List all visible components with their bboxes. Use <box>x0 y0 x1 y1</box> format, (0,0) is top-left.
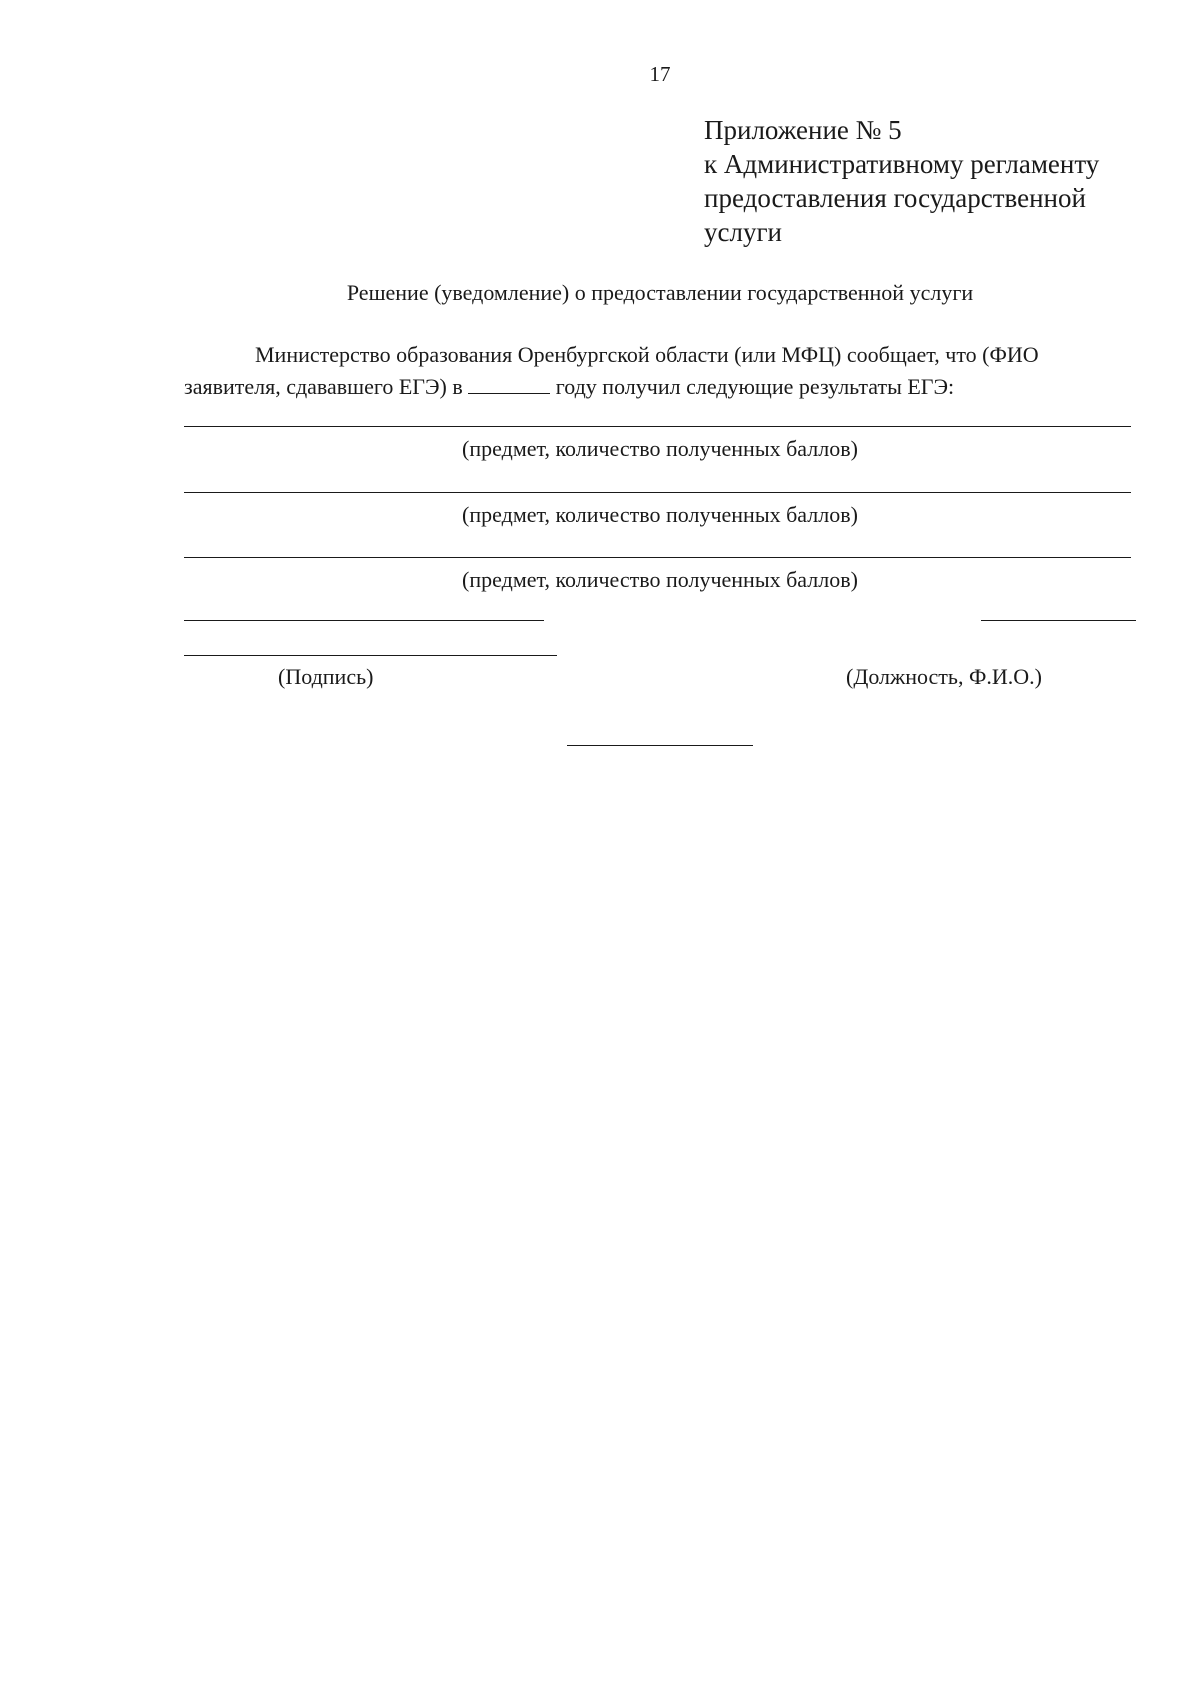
appendix-header <box>704 113 1099 249</box>
appendix-line-3: предоставления государственной <box>704 183 1086 213</box>
year-blank-field[interactable] <box>468 375 550 394</box>
result-line-1[interactable] <box>184 426 1131 427</box>
body-line-2-start: заявителя, сдававшего ЕГЭ) в <box>184 374 469 399</box>
signature-line-lower[interactable] <box>184 655 557 656</box>
appendix-line-2: к Административному регламенту <box>704 149 1100 179</box>
result-caption-3: (предмет, количество полученных баллов) <box>462 567 858 592</box>
result-caption-1: (предмет, количество полученных баллов) <box>462 436 858 461</box>
body-line-1: Министерство образования Оренбургской области (или МФЦ) сообщает, что (ФИО <box>255 342 1039 367</box>
result-line-3[interactable] <box>184 557 1131 558</box>
appendix-line-4: услуги <box>704 217 782 247</box>
position-label: (Должность, Ф.И.О.) <box>846 664 1042 689</box>
body-paragraph <box>184 339 1134 403</box>
signature-label: (Подпись) <box>278 664 374 689</box>
result-line-2[interactable] <box>184 492 1131 493</box>
position-line[interactable] <box>981 620 1136 621</box>
body-line-2 <box>184 371 1134 403</box>
signature-line-upper[interactable] <box>184 620 544 621</box>
result-caption-2: (предмет, количество полученных баллов) <box>462 502 858 527</box>
document-title: Решение (уведомление) о предоставлении государственной услуги <box>346 280 974 305</box>
appendix-line-1: Приложение № 5 <box>704 115 902 145</box>
end-divider <box>567 745 753 746</box>
body-line-2-end: году получил следующие результаты ЕГЭ: <box>550 374 955 399</box>
page-number: 17 <box>649 62 671 86</box>
